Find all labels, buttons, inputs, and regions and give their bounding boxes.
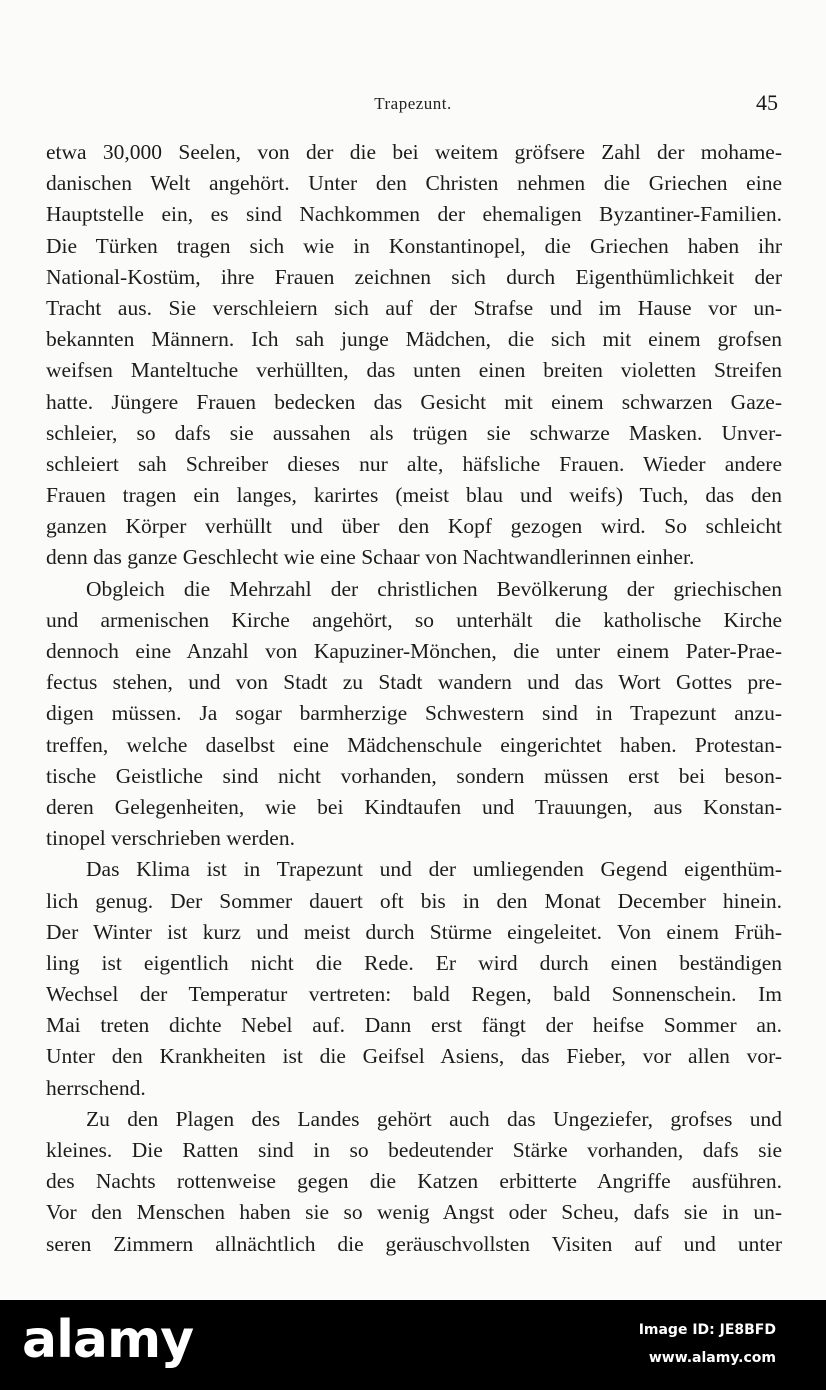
body-text xyxy=(46,137,782,1260)
text-line: Obgleich die Mehrzahl der christlichen Bevölkerung der griechischen xyxy=(86,576,782,601)
text-line: digen müssen. Ja sogar barmherzige Schwestern sind in Trapezunt anzu- xyxy=(46,701,782,726)
text-line: denn das ganze Geschlecht wie eine Schaar von Nachtwandlerinnen einher. xyxy=(46,545,695,570)
text-line: fectus stehen, und von Stadt zu Stadt wandern und das Wort Gottes pre- xyxy=(46,670,782,695)
text-line: bekannten Männern. Ich sah junge Mädchen, die sich mit einem grofsen xyxy=(46,327,782,352)
text-line: Vor den Menschen haben sie so wenig Angst oder Scheu, dafs sie in un- xyxy=(46,1200,782,1225)
text-line: Hauptstelle ein, es sind Nachkommen der ehemaligen Byzantiner-Familien. xyxy=(46,202,782,227)
text-line: Unter den Krankheiten ist die Geifsel Asiens, das Fieber, vor allen vor- xyxy=(46,1044,782,1069)
text-line: Tracht aus. Sie verschleiern sich auf der Strafse und im Hause vor un- xyxy=(46,295,782,320)
text-line: treffen, welche daselbst eine Mädchenschule eingerichtet haben. Protestan- xyxy=(46,732,782,757)
text-line: herrschend. xyxy=(46,1075,146,1100)
image-id-label: Image ID: JE8BFD xyxy=(638,1322,776,1338)
running-head xyxy=(0,90,826,118)
text-line: Mai treten dichte Nebel auf. Dann erst fängt der heifse Sommer an. xyxy=(46,1013,782,1038)
text-line: National-Kostüm, ihre Frauen zeichnen sich durch Eigenthümlichkeit der xyxy=(46,264,782,289)
brand-logo: alamy xyxy=(22,1310,194,1370)
text-line: schleiert sah Schreiber dieses nur alte, häfsliche Frauen. Wieder andere xyxy=(46,451,782,476)
text-line: hatte. Jüngere Frauen bedecken das Gesicht mit einem schwarzen Gaze- xyxy=(46,389,782,414)
text-line: kleines. Die Ratten sind in so bedeutender Stärke vorhanden, dafs sie xyxy=(46,1138,782,1162)
text-line: Das Klima ist in Trapezunt und der umliegenden Gegend eigenthüm- xyxy=(86,857,782,882)
text-line: tinopel verschrieben werden. xyxy=(46,826,295,851)
text-line: Die Türken tragen sich wie in Konstantinopel, die Griechen haben ihr xyxy=(46,233,782,258)
text-line: ling ist eigentlich nicht die Rede. Er wird durch einen beständigen xyxy=(46,950,782,975)
text-line: weifsen Manteltuche verhüllten, das unten einen breiten violetten Streifen xyxy=(46,358,782,383)
text-line: Zu den Plagen des Landes gehört auch das Ungeziefer, grofses und xyxy=(86,1106,782,1131)
text-line: Wechsel der Temperatur vertreten: bald Regen, bald Sonnenschein. Im xyxy=(46,982,782,1007)
running-title: Trapezunt. xyxy=(374,94,452,113)
page-number: 45 xyxy=(756,90,778,115)
text-line: tische Geistliche sind nicht vorhanden, sondern müssen erst bei beson- xyxy=(46,763,782,788)
text-line: dennoch eine Anzahl von Kapuziner-Mönchen, die unter einem Pater-Prae- xyxy=(46,639,782,663)
watermark-footer-bar xyxy=(0,1300,826,1390)
text-line: des Nachts rottenweise gegen die Katzen erbitterte Angriffe ausführen. xyxy=(46,1169,782,1194)
text-line: danischen Welt angehört. Unter den Christen nehmen die Griechen eine xyxy=(46,171,782,196)
text-line: etwa 30,000 Seelen, von der die bei weitem gröfsere Zahl der mohame- xyxy=(46,140,782,164)
text-line: ganzen Körper verhüllt und über den Kopf gezogen wird. So schleicht xyxy=(46,514,782,539)
site-url: www.alamy.com xyxy=(648,1350,776,1366)
text-line: deren Gelegenheiten, wie bei Kindtaufen und Trauungen, aus Konstan- xyxy=(46,794,782,819)
text-line: Der Winter ist kurz und meist durch Stürme eingeleitet. Von einem Früh- xyxy=(46,919,782,944)
text-line: schleier, so dafs sie aussahen als trügen sie schwarze Masken. Unver- xyxy=(46,420,782,445)
text-line: und armenischen Kirche angehört, so unterhält die katholische Kirche xyxy=(46,607,782,632)
text-line: lich genug. Der Sommer dauert oft bis in den Monat December hinein. xyxy=(46,888,782,913)
text-line: seren Zimmern allnächtlich die geräuschvollsten Visiten auf und unter xyxy=(46,1231,782,1256)
text-line: Frauen tragen ein langes, karirtes (meist blau und weifs) Tuch, das den xyxy=(46,483,782,508)
